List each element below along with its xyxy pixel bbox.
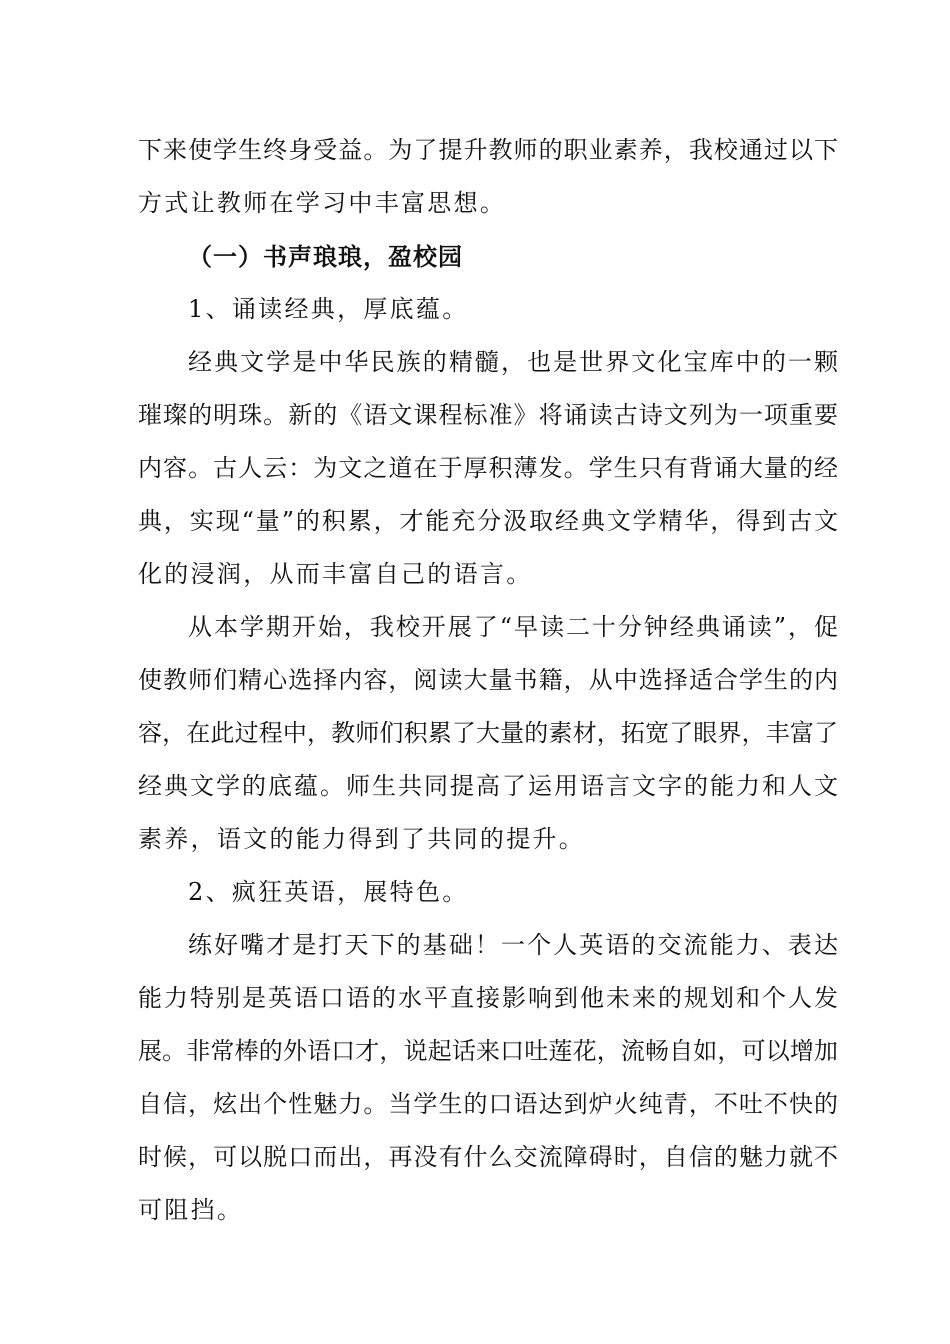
paragraph-line: 经典文学的底蕴。师生共同提高了运用语言文字的能力和人文 bbox=[138, 772, 838, 800]
document-page bbox=[138, 124, 838, 1237]
paragraph-line: 内容。古人云：为文之道在于厚积薄发。学生只有背诵大量的经 bbox=[138, 454, 838, 482]
paragraph-line: 璀璨的明珠。新的《语文课程标准》将诵读古诗文列为一项重要 bbox=[138, 401, 838, 429]
paragraph-line: 展。非常棒的外语口才，说起话来口吐莲花，流畅自如，可以增加 bbox=[138, 1037, 838, 1065]
paragraph-line: 可阻挡。 bbox=[138, 1196, 244, 1224]
paragraph-line: 容，在此过程中，教师们积累了大量的素材，拓宽了眼界，丰富了 bbox=[138, 719, 838, 747]
paragraph-line: 从本学期开始，我校开展了“早读二十分钟经典诵读”，促 bbox=[188, 613, 838, 641]
section-heading: （一）书声琅琅，盈校园 bbox=[188, 242, 463, 271]
paragraph-line: 经典文学是中华民族的精髓，也是世界文化宝库中的一颗 bbox=[188, 348, 838, 376]
paragraph-line: 素养，语文的能力得到了共同的提升。 bbox=[138, 825, 586, 853]
paragraph-line: 典，实现“量”的积累，才能充分汲取经典文学精华，得到古文 bbox=[138, 507, 838, 535]
paragraph-line: 能力特别是英语口语的水平直接影响到他未来的规划和个人发 bbox=[138, 984, 838, 1012]
paragraph-line: 自信，炫出个性魅力。当学生的口语达到炉火纯青，不吐不快的 bbox=[138, 1090, 838, 1118]
subsection-heading: 2、疯狂英语，展特色。 bbox=[188, 878, 469, 906]
paragraph-line: 方式让教师在学习中丰富思想。 bbox=[138, 189, 507, 217]
paragraph-line: 化的浸润，从而丰富自己的语言。 bbox=[138, 560, 533, 588]
paragraph-line: 时候，可以脱口而出，再没有什么交流障碍时，自信的魅力就不 bbox=[138, 1143, 838, 1171]
paragraph-line: 下来使学生终身受益。为了提升教师的职业素养，我校通过以下 bbox=[138, 136, 838, 164]
paragraph-line: 练好嘴才是打天下的基础！一个人英语的交流能力、表达 bbox=[188, 931, 838, 959]
subsection-heading: 1、诵读经典，厚底蕴。 bbox=[188, 295, 469, 323]
paragraph-line: 使教师们精心选择内容，阅读大量书籍，从中选择适合学生的内 bbox=[138, 666, 838, 694]
